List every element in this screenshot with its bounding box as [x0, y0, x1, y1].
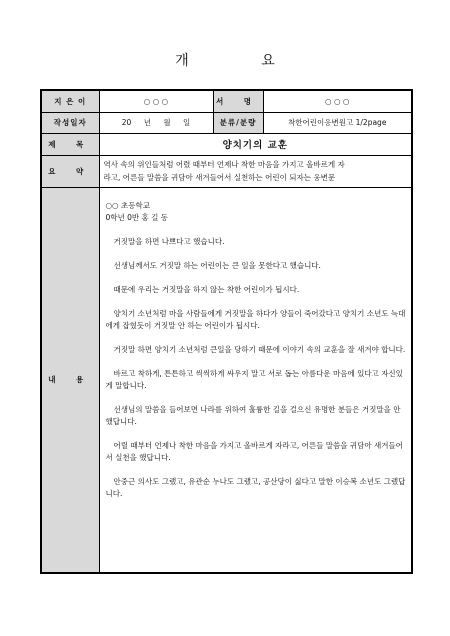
- date-row: [41, 112, 412, 133]
- title-value: 양치기의 교훈: [99, 133, 412, 155]
- author-row: [41, 90, 412, 112]
- signature-value: ○ ○ ○: [263, 90, 412, 112]
- title-row: [41, 133, 412, 155]
- summary-text: [99, 155, 412, 187]
- title-label: 제 목: [41, 133, 99, 155]
- content-paragraph: 어릴 때부터 언제나 착한 마음을 가지고 올바르게 자라고, 어른들 말씀을 귀담아 새겨들어서 실천을 했답니다.: [105, 440, 403, 462]
- school-line: ○○ 초등학교: [105, 200, 150, 210]
- content-row: [41, 187, 412, 573]
- content-paragraph: 거짓말을 하면 나쁘다고 했습니다.: [113, 236, 225, 246]
- signature-label: 서 명: [213, 90, 263, 112]
- content-paragraph: 바르고 착하게, 튼튼하고 씩씩하게 싸우지 말고 서로 돕는 아름다운 마음에 있다고 자신있게 말합니다.: [105, 368, 403, 390]
- author-value: ○ ○ ○: [99, 90, 213, 112]
- document-title: 개 요: [175, 53, 309, 69]
- content-paragraph: 선생님께서도 거짓말 하는 어린이는 큰 일을 못한다고 했습니다.: [113, 260, 321, 270]
- content-label: 내 용: [41, 187, 99, 573]
- overview-form-table: [40, 89, 413, 574]
- summary-label: 요 약: [41, 155, 99, 187]
- class-line: 0학년 0반 홍 길 동: [105, 212, 169, 222]
- category-value: 착한어린이응변원고 1/2page: [263, 112, 412, 133]
- summary-line: 라고, 어른들 말씀을 귀담아 새겨들어서 실천하는 어린이 되자는 웅변문: [103, 173, 336, 182]
- content-paragraph: 때문에 우리는 거짓말을 하지 않는 착한 어린이가 됩시다.: [113, 284, 300, 294]
- content-paragraph: 선생님의 말씀을 들어보면 나라를 위하여 훌륭한 길을 걸으신 유명한 분들은 거짓말을 안했답니다.: [105, 404, 401, 426]
- content-paragraph: 거짓말 하면 양치기 소년처럼 큰일을 당하기 때문에 이야기 속의 교훈을 잘 새겨야 합니다.: [113, 344, 406, 354]
- content-paragraph: 양치기 소년처럼 마을 사람들에게 거짓말을 하다가 양들이 죽어갔다고 양치기 소년도 늑대에게 잡혔듯이 거짓말 안 하는 어린이가 됩시다.: [105, 308, 406, 330]
- summary-row: [41, 155, 412, 187]
- content-paragraph: 안중근 의사도 그랬고, 유관순 누나도 그랬고, 공산당이 싫다고 말한 이승복 소년도 그랬답니다.: [105, 476, 406, 498]
- date-value: 20 년 월 일: [99, 112, 213, 133]
- author-label: 지 은 이: [41, 90, 99, 112]
- date-label: 작성일자: [41, 112, 99, 133]
- summary-line: 역사 속의 위인들처럼 어렸 때부터 언제나 착한 마음을 가지고 올바르게 자: [103, 160, 345, 169]
- content-body: [99, 187, 412, 573]
- category-label: 분류/분량: [213, 112, 263, 133]
